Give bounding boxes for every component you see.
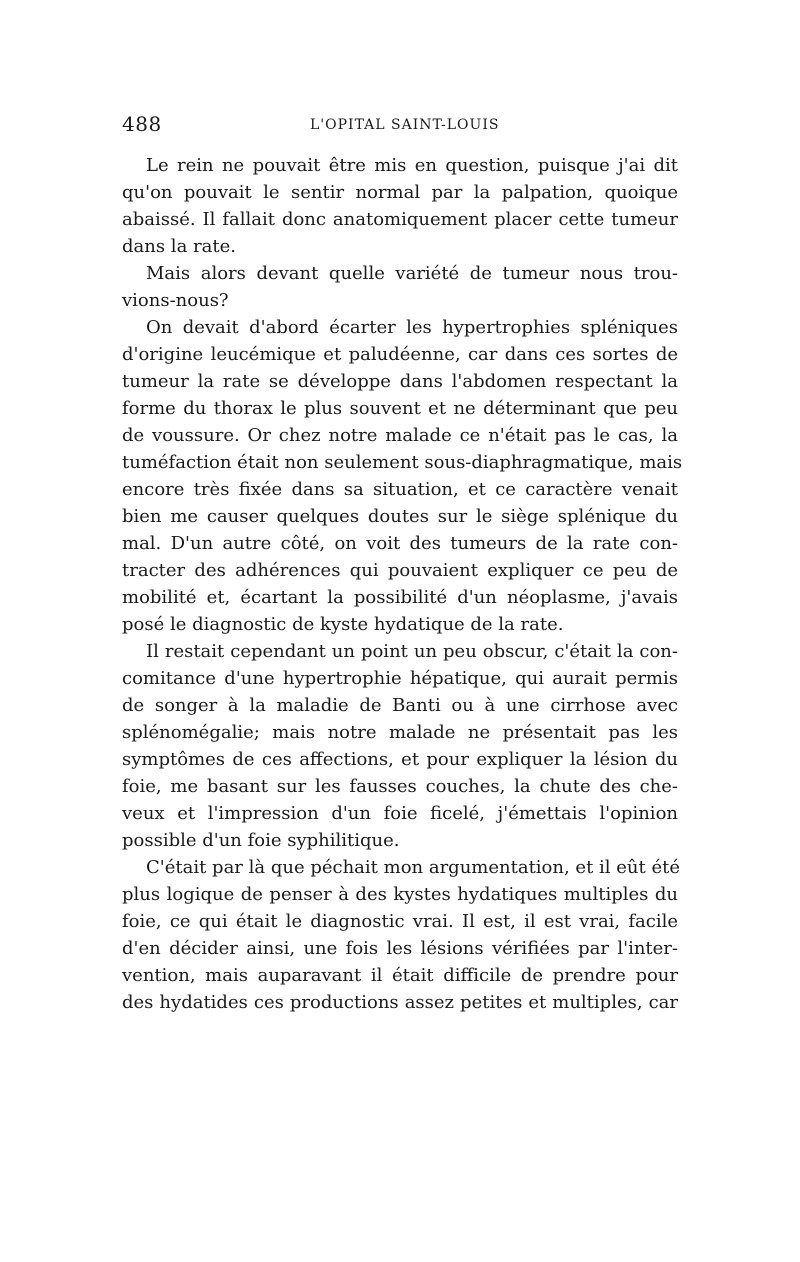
text-line: plus logique de penser à des kystes hydatiques multiples du — [122, 884, 678, 905]
text-line: tumeur la rate se développe dans l'abdomen respectant la — [122, 371, 678, 392]
text-line: posé le diagnostic de kyste hydatique de la rate. — [122, 614, 564, 635]
running-head: L'OPITAL SAINT-LOUIS — [310, 117, 500, 133]
text-line: de songer à la maladie de Banti ou à une cirrhose avec — [122, 695, 678, 716]
text-line: foie, me basant sur les fausses couches, la chute des che- — [122, 776, 678, 797]
text-line: Il restait cependant un point un peu obscur, c'était la con- — [146, 641, 678, 662]
text-line: mal. D'un autre côté, on voit des tumeurs de la rate con- — [122, 533, 678, 554]
text-line: dans la rate. — [122, 236, 236, 257]
text-line: Le rein ne pouvait être mis en question, puisque j'ai dit — [146, 155, 678, 176]
text-line: d'en décider ainsi, une fois les lésions vérifiées par l'inter- — [122, 938, 678, 959]
text-line: C'était par là que péchait mon argumentation, et il eût été — [146, 857, 681, 878]
text-line: On devait d'abord écarter les hypertrophies spléniques — [146, 317, 678, 338]
text-line: encore très fixée dans sa situation, et ce caractère venait — [122, 479, 678, 500]
text-line: des hydatides ces productions assez petites et multiples, car — [122, 992, 678, 1013]
text-line: splénomégalie; mais notre malade ne présentait pas les — [122, 722, 678, 743]
text-line: de voussure. Or chez notre malade ce n'était pas le cas, la — [122, 425, 678, 446]
text-line: symptômes de ces affections, et pour expliquer la lésion du — [122, 749, 678, 770]
text-line: vention, mais auparavant il était difficile de prendre pour — [122, 965, 678, 986]
text-line: comitance d'une hypertrophie hépatique, qui aurait permis — [122, 668, 678, 689]
text-line: mobilité et, écartant la possibilité d'un néoplasme, j'avais — [122, 587, 678, 608]
page-header — [122, 112, 678, 142]
body-text — [122, 152, 683, 1016]
text-line: vions-nous? — [122, 290, 229, 311]
text-line: tracter des adhérences qui pouvaient expliquer ce peu de — [122, 560, 678, 581]
text-line: d'origine leucémique et paludéenne, car dans ces sortes de — [122, 344, 678, 365]
text-line: qu'on pouvait le sentir normal par la palpation, quoique — [122, 182, 678, 203]
text-line: bien me causer quelques doutes sur le siège splénique du — [122, 506, 678, 527]
text-line: abaissé. Il fallait donc anatomiquement placer cette tumeur — [122, 209, 678, 230]
text-line: possible d'un foie syphilitique. — [122, 830, 400, 851]
page-number: 488 — [122, 112, 162, 136]
text-line: tuméfaction était non seulement sous-diaphragmatique, mais — [122, 452, 683, 473]
text-line: veux et l'impression d'un foie ficelé, j'émettais l'opinion — [122, 803, 678, 824]
text-line: forme du thorax le plus souvent et ne déterminant que peu — [122, 398, 678, 419]
text-line: foie, ce qui était le diagnostic vrai. Il est, il est vrai, facile — [122, 911, 678, 932]
text-line: Mais alors devant quelle variété de tumeur nous trou- — [146, 263, 678, 284]
